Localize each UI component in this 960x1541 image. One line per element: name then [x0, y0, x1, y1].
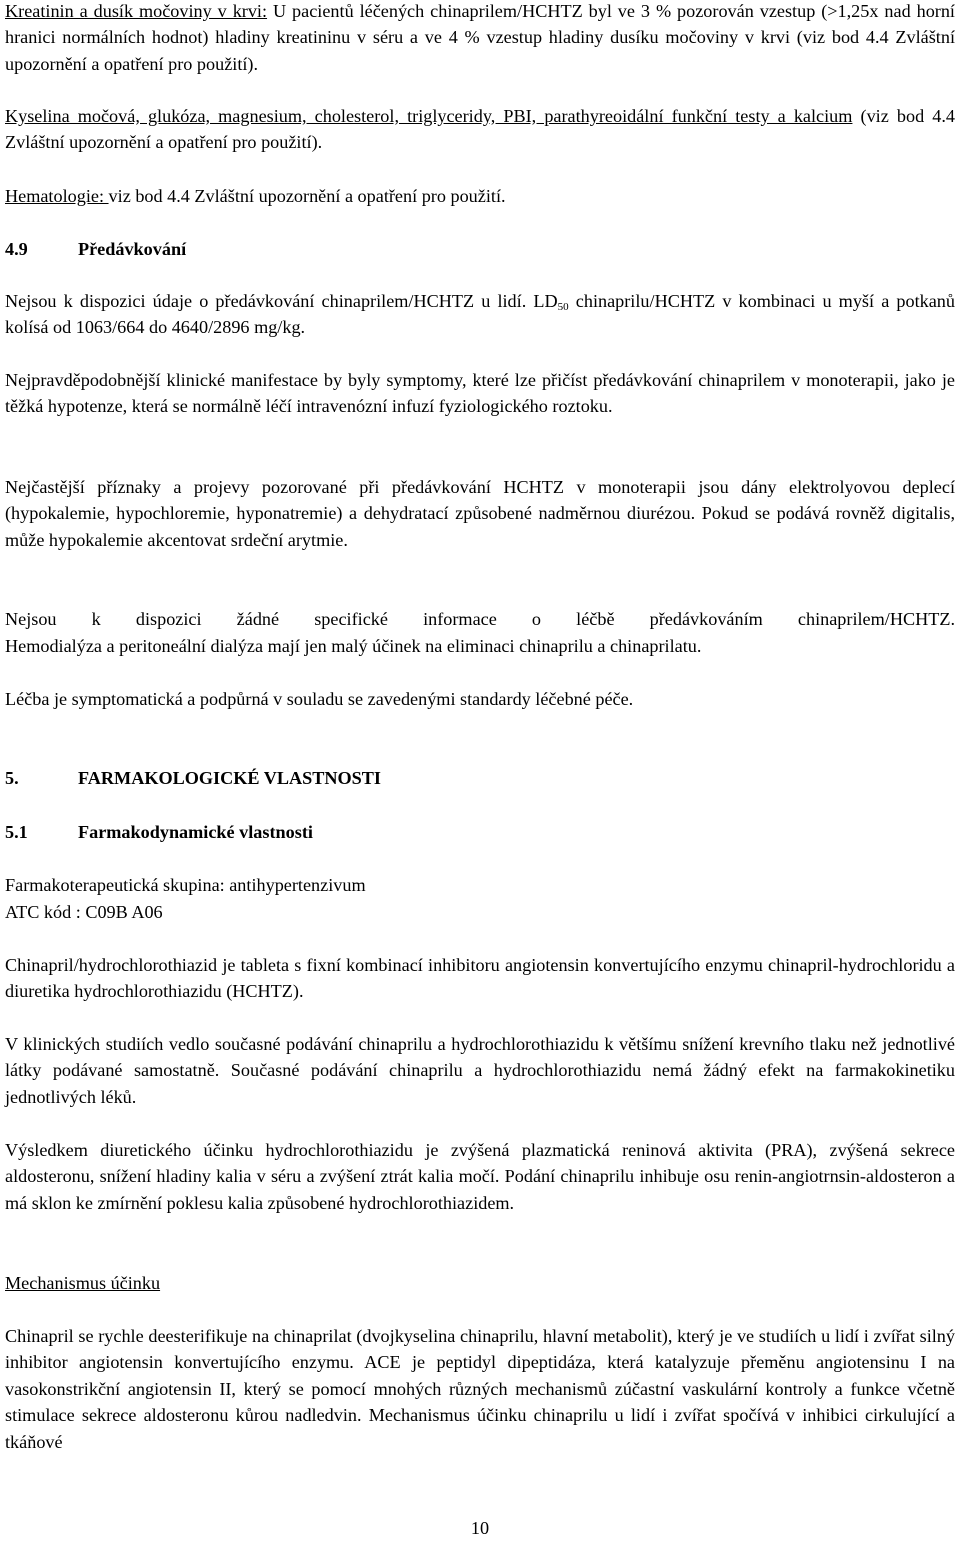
- section-heading-4-9: [5, 236, 186, 262]
- hematologie-title: Hematologie:: [5, 186, 109, 206]
- paragraph-klinicke-studie: V klinických studiích vedlo současné podávání chinaprilu a hydrochlorothiazidu k většímu snížení krevního tlaku než jednotlivé látky podávané samostatně. Současné podávání chinaprilu a hydrochlorothiazidu nemá žádný efekt na farmakokinetiku jednotlivých léků.: [5, 1034, 955, 1107]
- atc-kod: ATC kód : C09B A06: [5, 902, 163, 922]
- paragraph-ld50: [5, 288, 955, 341]
- mechanismus-heading: Mechanismus účinku: [5, 1273, 161, 1293]
- paragraph-kyselina: [5, 103, 955, 156]
- paragraph-lecba: Léčba je symptomatická a podpůrná v souladu se zavedenými standardy léčebné péče.: [5, 689, 634, 709]
- kyselina-underlined: Kyselina močová, glukóza, magnesium, cholesterol, triglyceridy, PBI, parathyreoidální funkční testy a kalcium: [5, 106, 853, 126]
- paragraph-nejcastejsi: Nejčastější příznaky a projevy pozorované při předávkování HCHTZ v monoterapii jsou dány elektrolyovou deplecí (hypokalemie, hypochloremie, hyponatremie) a dehydratací způsobené nadměrnou diurézou. Pokud se podává rovněž digitalis, může hypokalemie akcentovat srdeční arytmie.: [5, 477, 955, 550]
- paragraph-hematologie: [5, 183, 955, 209]
- paragraph-chinapril-tableta: Chinapril/hydrochlorothiazid je tableta s fixní kombinací inhibitoru angiotensin konvertujícího enzymu chinapril-hydrochloridu a diuretika hydrochlorothiazidu (HCHTZ).: [5, 955, 955, 1002]
- hematologie-text: viz bod 4.4 Zvláštní upozornění a opatření pro použití.: [108, 186, 506, 206]
- section-heading-5-1: [5, 819, 313, 845]
- farmakoterapeuticka-skupina: Farmakoterapeutická skupina: antihypertenzivum: [5, 875, 366, 895]
- paragraph-kreatinin: [5, 0, 955, 77]
- ld50-text-before: Nejsou k dispozici údaje o předávkování chinaprilem/HCHTZ u lidí. LD: [5, 291, 558, 311]
- paragraph-mechanismus: Chinapril se rychle deesterifikuje na chinaprilat (dvojkyselina chinaprilu, hlavní metabolit), který je ve studiích u lidí i zvířat silný inhibitor angiotensin konvertujícího enzymu. ACE je peptidyl dipeptidáza, která katalyzuje přeměnu angiotensinu I na vasokonstrikční angiotensin II, který se pomocí mnohých různých mechanismů zúčastní vaskulární kontroly a funkce včetně stimulace sekrece aldosteronu kůrou nadledvin. Mechanismus účinku chinaprilu u lidí i zvířat spočívá v inhibici cirkulující a tkáňové: [5, 1326, 955, 1452]
- paragraph-nejsou-informace-line2: Hemodialýza a peritoneální dialýza mají jen malý účinek na eliminaci chinaprilu a chinaprilatu.: [5, 636, 702, 656]
- paragraph-nejsou-informace-line1: Nejsou k dispozici žádné specifické informace o léčbě předávkováním chinaprilem/HCHTZ.: [5, 609, 955, 629]
- section-title: FARMAKOLOGICKÉ VLASTNOSTI: [78, 768, 382, 788]
- section-title: Předávkování: [78, 239, 187, 259]
- page-number: 10: [470, 1518, 490, 1538]
- ld50-subscript: 50: [557, 301, 569, 313]
- kyselina-text: (viz bod 4.4 Zvláštní upozornění a opatření pro použití).: [5, 106, 956, 153]
- section-number: 5.: [5, 768, 19, 788]
- kreatinin-text: U pacientů léčených chinaprilem/HCHTZ byl ve 3 % pozorován vzestup (>1,25x nad horní hranici normálních hodnot) hladiny kreatininu v séru a ve 4 % vzestup hladiny dusíku močoviny v krvi (viz bod 4.4 Zvláštní upozornění a opatření pro použití).: [5, 1, 955, 74]
- paragraph-vysledkem: Výsledkem diuretického účinku hydrochlorothiazidu je zvýšená plazmatická reninová aktivita (PRA), zvýšená sekrece aldosteronu, snížení hladiny kalia v séru a zvýšení ztrát kalia močí. Podání chinaprilu inhibuje osu renin-angiotrnsin-aldosteron a má sklon ke zmírnění poklesu kalia způsobené hydrochlorothiazidem.: [5, 1140, 955, 1213]
- section-number: 4.9: [5, 239, 28, 259]
- kreatinin-title: Kreatinin a dusík močoviny v krvi:: [5, 1, 268, 21]
- section-number: 5.1: [5, 822, 28, 842]
- paragraph-nejpravdepodobnejsi: Nejpravděpodobnější klinické manifestace by byly symptomy, které lze přičíst předávkování chinaprilem v monoterapii, jako je těžká hypotenze, která se normálně léčí intravenózní infuzí fyziologického roztoku.: [5, 370, 955, 417]
- section-title: Farmakodynamické vlastnosti: [78, 822, 313, 842]
- section-heading-5: [5, 765, 381, 791]
- ld50-text-after: chinaprilu/HCHTZ v kombinaci u myší a potkanů kolísá od 1063/664 do 4640/2896 mg/kg.: [5, 291, 955, 338]
